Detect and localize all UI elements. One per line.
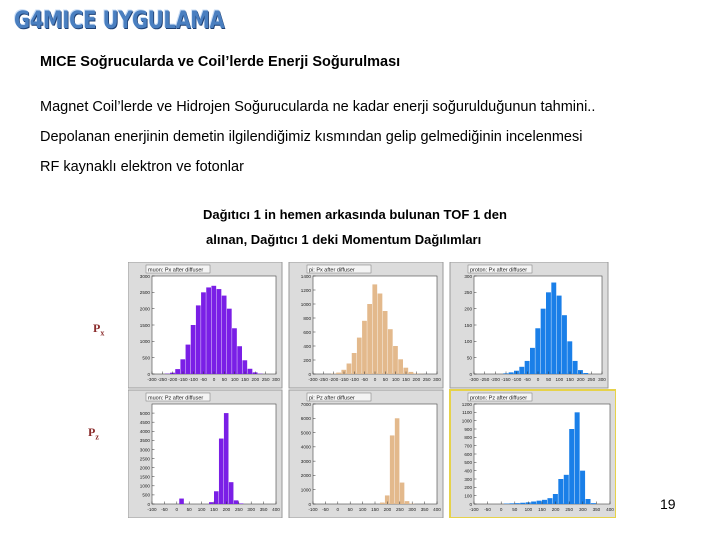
x-tick-label: -200	[168, 377, 178, 382]
x-tick-label: -250	[480, 377, 490, 382]
histogram-bar	[179, 499, 184, 504]
histogram-title: proton: Pz after diffuser	[470, 395, 528, 402]
bullet-1: Magnet Coil’lerde ve Hidrojen Soğurucularda ne kadar enerji soğurulduğunun tahmini..	[40, 99, 596, 115]
histogram-title: pi: Px after diffuser	[309, 267, 355, 274]
y-tick-label: 1200	[461, 401, 472, 407]
x-tick-label: 200	[412, 377, 421, 382]
histogram-bar	[562, 315, 567, 374]
y-tick-label: 1000	[139, 339, 150, 345]
y-tick-label: 150	[464, 322, 472, 328]
y-tick-label: 0	[147, 501, 150, 507]
y-tick-label: 400	[464, 468, 472, 474]
x-tick-label: 150	[402, 377, 410, 382]
x-tick-label: -200	[490, 377, 500, 382]
histogram-bar	[547, 498, 552, 504]
x-tick-label: 300	[433, 377, 441, 382]
x-tick-label: 300	[247, 507, 256, 512]
bullet-3: RF kaynaklı elektron ve fotonlar	[40, 159, 244, 175]
y-tick-label: 100	[464, 339, 472, 345]
x-tick-label: 100	[197, 507, 206, 512]
histogram-bar	[214, 491, 219, 504]
y-tick-label: 5000	[139, 410, 150, 416]
histogram-bar	[519, 367, 524, 374]
histogram-panel	[289, 262, 443, 388]
histogram-bar	[229, 482, 234, 504]
x-tick-label: 50	[546, 377, 552, 382]
histogram-bar	[515, 503, 520, 504]
histogram-bar	[378, 294, 383, 375]
x-tick-label: 50	[221, 377, 227, 382]
x-tick-label: 350	[420, 507, 429, 512]
histogram-bar	[175, 369, 180, 374]
histogram-bar	[569, 429, 574, 504]
histogram-bar	[390, 435, 395, 504]
y-tick-label: 1200	[300, 287, 311, 293]
histogram-bar	[395, 418, 400, 504]
x-tick-label: 50	[186, 507, 192, 512]
slide-title: G4MICE UYGULAMA	[14, 6, 225, 34]
histogram-bar	[336, 373, 341, 374]
histogram-title: proton: Px after diffuser	[470, 267, 528, 274]
x-tick-label: 250	[565, 507, 574, 512]
plot-area	[152, 404, 276, 504]
x-tick-label: -200	[329, 377, 339, 382]
histogram-bar	[191, 325, 196, 374]
x-tick-label: 400	[433, 507, 441, 512]
histogram-bar	[530, 348, 535, 374]
y-tick-label: 1000	[139, 483, 150, 489]
histogram-bar	[557, 296, 562, 374]
row-label-px-sub: x	[100, 328, 105, 338]
x-tick-label: 150	[538, 507, 546, 512]
row-label-px	[93, 321, 104, 337]
y-tick-label: 100	[464, 493, 472, 499]
histogram-panel	[128, 262, 282, 388]
x-tick-label: 250	[234, 507, 243, 512]
histogram-bar	[546, 292, 551, 374]
x-tick-label: 0	[373, 377, 377, 382]
y-tick-label: 2500	[139, 456, 150, 462]
y-tick-label: 5000	[300, 430, 311, 436]
y-tick-label: 2500	[139, 290, 150, 296]
x-tick-label: 150	[241, 377, 249, 382]
y-tick-label: 1000	[461, 418, 472, 424]
histogram-bar	[583, 373, 588, 374]
x-tick-label: 0	[175, 507, 179, 512]
x-tick-label: 50	[347, 507, 353, 512]
x-tick-label: 200	[383, 507, 392, 512]
x-tick-label: 0	[336, 507, 340, 512]
x-tick-label: 100	[555, 377, 564, 382]
histogram-bar	[186, 345, 191, 374]
row-label-pz-main: P	[88, 425, 96, 439]
histogram-bar	[224, 413, 229, 504]
x-tick-label: 100	[358, 507, 367, 512]
histogram-bar	[239, 503, 244, 504]
histogram-bar	[217, 289, 222, 374]
x-tick-label: 200	[576, 377, 585, 382]
y-tick-label: 500	[464, 460, 472, 466]
histogram-bar	[209, 502, 214, 504]
x-tick-label: 0	[499, 507, 503, 512]
y-tick-label: 600	[464, 451, 472, 457]
y-tick-label: 50	[466, 355, 472, 361]
y-tick-label: 250	[464, 290, 472, 296]
y-tick-label: 0	[147, 371, 150, 377]
histogram-title: muon: Pz after diffuser	[148, 395, 204, 402]
histogram-bar	[567, 341, 572, 374]
histogram-panel	[450, 390, 616, 518]
histogram-bar	[227, 309, 232, 374]
x-tick-label: 250	[587, 377, 596, 382]
histogram-bar	[580, 471, 585, 504]
x-tick-label: 0	[536, 377, 540, 382]
histogram-bar	[357, 338, 362, 374]
histogram-bar	[400, 483, 405, 504]
x-tick-label: 300	[578, 507, 587, 512]
x-tick-label: -100	[349, 377, 359, 382]
x-tick-label: -50	[322, 507, 329, 512]
x-tick-label: 150	[210, 507, 218, 512]
histogram-bar	[542, 500, 547, 504]
y-tick-label: 4500	[139, 419, 150, 425]
y-tick-label: 300	[464, 476, 472, 482]
y-tick-label: 0	[469, 501, 472, 507]
y-tick-label: 3500	[139, 438, 150, 444]
caption-line-2: alınan, Dağıtıcı 1 deki Momentum Dağılımları	[206, 232, 482, 247]
caption-line-1: Dağıtıcı 1 in hemen arkasında bulunan TOF 1 den	[203, 207, 507, 222]
x-tick-label: 100	[230, 377, 239, 382]
y-tick-label: 700	[464, 443, 472, 449]
histogram-bar	[367, 304, 372, 374]
x-tick-label: 50	[512, 507, 518, 512]
histogram-bar	[248, 369, 253, 374]
histogram-bar	[409, 372, 414, 374]
y-tick-label: 0	[308, 371, 311, 377]
histogram-bar	[564, 475, 569, 504]
y-tick-label: 3000	[300, 458, 311, 464]
histogram-bar	[558, 479, 563, 504]
x-tick-label: -50	[484, 507, 491, 512]
x-tick-label: 250	[261, 377, 270, 382]
y-tick-label: 3000	[139, 447, 150, 453]
histogram-bar	[393, 346, 398, 374]
histogram-bar	[551, 283, 556, 374]
histogram-title: muon: Px after diffuser	[148, 267, 204, 274]
histogram-bar	[531, 502, 536, 505]
y-tick-label: 1500	[139, 474, 150, 480]
y-tick-label: 0	[308, 501, 311, 507]
x-tick-label: 250	[422, 377, 431, 382]
histogram-bar	[537, 501, 542, 504]
x-tick-label: -250	[318, 377, 328, 382]
x-tick-label: -100	[512, 377, 522, 382]
y-tick-label: 6000	[300, 416, 311, 422]
x-tick-label: 150	[566, 377, 574, 382]
histogram-bar	[206, 287, 211, 374]
y-tick-label: 1400	[300, 273, 311, 279]
x-tick-label: -250	[157, 377, 167, 382]
slide-subtitle: MICE Soğrucularda ve Coil’lerde Enerji Soğurulması	[40, 54, 401, 70]
x-tick-label: 300	[408, 507, 417, 512]
x-tick-label: 200	[251, 377, 260, 382]
histogram-bar	[234, 500, 239, 504]
histogram-bar	[352, 353, 357, 374]
histogram-bar	[573, 361, 578, 374]
histogram-bar	[388, 329, 393, 374]
histogram-bar	[520, 503, 525, 504]
histogram-bar	[372, 284, 377, 374]
x-tick-label: -300	[147, 377, 157, 382]
histogram-grid	[128, 262, 616, 518]
y-tick-label: 2000	[300, 473, 311, 479]
x-tick-label: -100	[308, 507, 318, 512]
histogram-bar	[222, 296, 227, 374]
y-tick-label: 500	[142, 492, 150, 498]
y-tick-label: 1000	[300, 301, 311, 307]
histogram-bar	[380, 503, 385, 504]
row-label-pz	[88, 425, 99, 441]
x-tick-label: 200	[551, 507, 560, 512]
histogram-bar	[211, 286, 216, 374]
histogram-bar	[219, 439, 224, 504]
x-tick-label: -150	[501, 377, 511, 382]
x-tick-label: 0	[212, 377, 216, 382]
x-tick-label: 300	[272, 377, 280, 382]
y-tick-label: 800	[464, 435, 472, 441]
x-tick-label: 350	[259, 507, 268, 512]
row-label-pz-sub: z	[95, 432, 99, 442]
histogram-bar	[509, 503, 514, 504]
x-tick-label: 250	[395, 507, 404, 512]
y-tick-label: 1000	[300, 487, 311, 493]
x-tick-label: -300	[308, 377, 318, 382]
x-tick-label: -150	[178, 377, 188, 382]
histogram-bar	[586, 499, 591, 504]
x-tick-label: 300	[598, 377, 606, 382]
y-tick-label: 0	[469, 371, 472, 377]
histogram-bar	[535, 328, 540, 374]
x-tick-label: 50	[382, 377, 388, 382]
x-tick-label: 400	[272, 507, 280, 512]
histogram-panel	[450, 262, 608, 388]
x-tick-label: -100	[188, 377, 198, 382]
histogram-bar	[383, 311, 388, 374]
x-tick-label: 100	[391, 377, 400, 382]
plot-area	[313, 404, 437, 504]
y-tick-label: 3000	[139, 273, 150, 279]
histogram-bar	[509, 372, 514, 374]
x-tick-label: 150	[371, 507, 379, 512]
y-tick-label: 7000	[300, 401, 311, 407]
y-tick-label: 800	[303, 315, 311, 321]
y-tick-label: 2000	[139, 465, 150, 471]
y-tick-label: 2000	[139, 306, 150, 312]
histogram-bar	[237, 346, 242, 374]
histogram-bar	[575, 412, 580, 504]
histogram-bar	[196, 305, 201, 374]
x-tick-label: 350	[592, 507, 601, 512]
y-tick-label: 200	[464, 306, 472, 312]
x-tick-label: -50	[161, 507, 168, 512]
y-tick-label: 600	[303, 329, 311, 335]
y-tick-label: 1100	[462, 410, 472, 416]
histogram-bar	[398, 359, 403, 374]
histogram-bar	[232, 328, 237, 374]
x-tick-label: 200	[222, 507, 231, 512]
y-tick-label: 200	[464, 485, 472, 491]
x-tick-label: -50	[200, 377, 207, 382]
y-tick-label: 1500	[139, 322, 150, 328]
histogram-bar	[362, 321, 367, 374]
x-tick-label: -150	[339, 377, 349, 382]
histogram-bar	[347, 364, 352, 375]
y-tick-label: 500	[142, 355, 150, 361]
x-tick-label: 100	[524, 507, 533, 512]
histogram-panel	[289, 390, 443, 518]
histogram-bar	[591, 503, 596, 504]
x-tick-label: -100	[469, 507, 479, 512]
x-tick-label: -300	[469, 377, 479, 382]
bullet-2: Depolanan enerjinin demetin ilgilendiğimiz kısmından gelip gelmediğinin incelenmesi	[40, 129, 583, 145]
y-tick-label: 900	[464, 426, 472, 432]
y-tick-label: 400	[303, 343, 311, 349]
histogram-title: pi: Pz after diffuser	[309, 395, 355, 402]
x-tick-label: 400	[606, 507, 614, 512]
y-tick-label: 200	[303, 357, 311, 363]
y-tick-label: 4000	[139, 429, 150, 435]
x-tick-label: -50	[524, 377, 531, 382]
row-label-px-main: P	[93, 321, 101, 335]
x-tick-label: -50	[361, 377, 368, 382]
histogram-bar	[201, 292, 206, 374]
x-tick-label: -100	[147, 507, 157, 512]
page-number: 19	[660, 496, 676, 512]
histogram-bar	[405, 501, 410, 504]
histogram-bar	[541, 309, 546, 374]
plot-area	[474, 404, 610, 504]
y-tick-label: 300	[464, 273, 472, 279]
histogram-panel	[128, 390, 282, 518]
y-tick-label: 4000	[300, 444, 311, 450]
